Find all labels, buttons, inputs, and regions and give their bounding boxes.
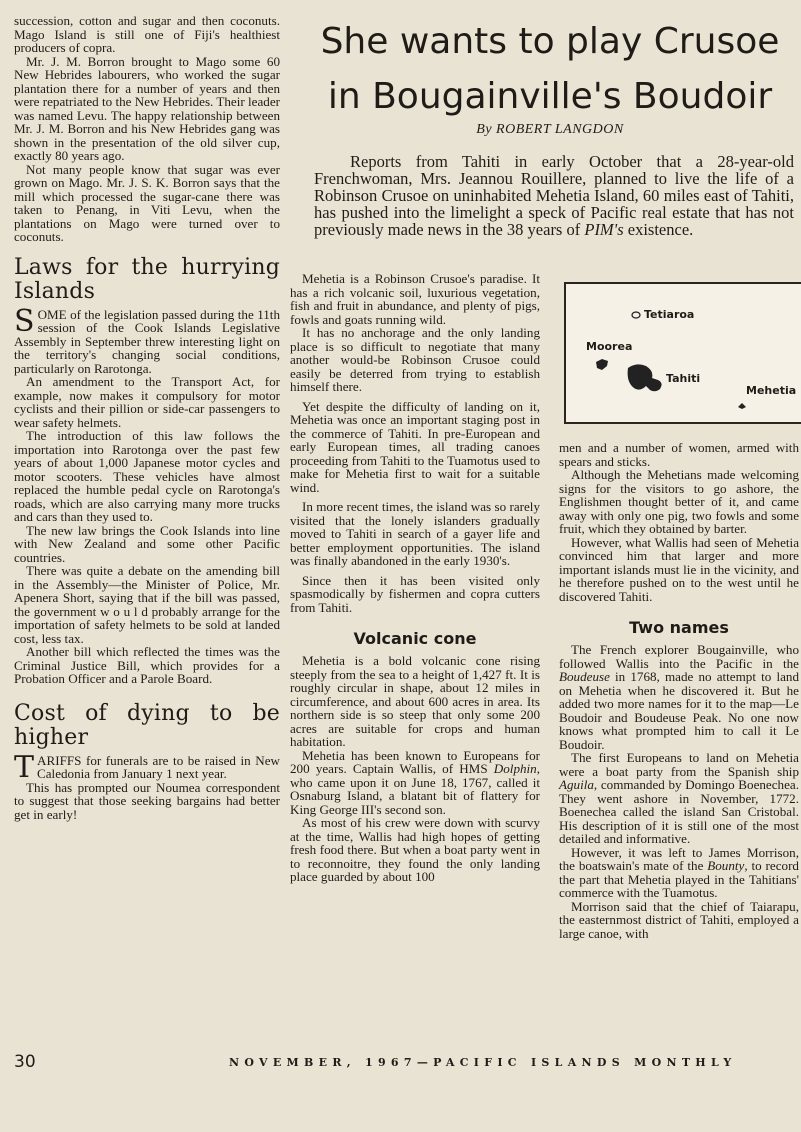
cost-heading: Cost of dying to be higher (14, 700, 280, 750)
paragraph: However, it was left to James Morrison, the boatswain's mate of the Bounty, to record the part that Mehetia played in the Tahitians' commerce with the Tuamotus. (559, 844, 799, 900)
map-label-tahiti: Tahiti (666, 372, 701, 385)
moorea-island (596, 359, 608, 370)
tetiaroa-island (632, 312, 640, 318)
paragraph: Mehetia has been known to Europeans for 200 years. Captain Wallis, of HMS Dolphin, who came upon it on June 18, 1767, called it Osnaburg Island, a blatant bit of flattery for King George III's second son. (290, 747, 540, 817)
paragraph: Morrison said that the chief of Taiarapu, the easternmost district of Tahiti, employed a large canoe, with (559, 898, 799, 941)
tahiti-island (628, 364, 662, 391)
article-title: She wants to play Crusoe in Bougainville's Boudoir (320, 21, 780, 117)
paragraph: succession, cotton and sugar and then coconuts. Mago Island is still one of Fiji's healthiest producers of copra. (14, 13, 280, 55)
paragraph: Not many people know that sugar was ever grown on Mago. Mr. J. S. K. Borron says that the mill which processed the sugar-cane there was taken to Penang, in Viti Levu, when the plantations on Mago were turned over to coconuts. (14, 161, 280, 244)
paragraph: The French explorer Bougainville, who followed Wallis into the Pacific in the Boudeuse in 1768, made no attempt to land on Mehetia when he discovered it. But he added two more names for it to the map—Le Boudoir and Boudeuse Peak. No one now knows what prompted him to call it Le Boudoir. (559, 642, 799, 752)
paragraph: Mr. J. M. Borron brought to Mago some 60 New Hebrides labourers, who worked the sugar plantation there for a number of years and then were repatriated to the New Hebrides. Their leader was named Levu. The happy relationship between Mr. J. M. Borron and his New Hebrides gang was shown in the presentation of the old silver cup, exactly 80 years ago. (14, 53, 280, 163)
article-intro: Reports from Tahiti in early October that a 28-year-old Frenchwoman, Mrs. Jeannou Rouillere, planned to live the life of a Robinson Crusoe on uninhabited Mehetia Island, 60 miles east of Tahiti, has pushed into the limelight a speck of Pacific real estate that has not previously made news in the 38 years of PIM's existence. (314, 152, 794, 239)
two-names-heading: Two names (629, 618, 729, 637)
drop-cap: S (14, 303, 35, 339)
drop-cap: T (14, 749, 35, 785)
paragraph: An amendment to the Transport Act, for example, now makes it compulsory for motor cyclists and their pillion or side-car passengers to wear safety helmets. (14, 374, 280, 430)
paragraph: The introduction of this law follows the importation into Rarotonga over the past few years of about 1,000 Japanese motor cycles and motor scooters. These vehicles have almost replaced the humble pedal cycle on Rarotonga's roads, which are also carrying many more trucks and cars than they used to. (14, 428, 280, 524)
paragraph: The first Europeans to land on Mehetia were a boat party from the Spanish ship Aguila, commanded by Domingo Boenechea. They went ashore in November, 1772. Boenechea called the island San Cristobal. His description of it is still one of the most detailed and informative. (559, 750, 799, 846)
left-column (14, 14, 280, 821)
map-label-tetiaroa: Tetiaroa (644, 308, 695, 321)
paragraph: Another bill which reflected the times was the Criminal Justice Bill, which provides for a Probation Officer and a Parole Board. (14, 644, 280, 686)
paragraph: The new law brings the Cook Islands into line with New Zealand and some other Pacific countries. (14, 522, 280, 565)
paragraph: However, what Wallis had seen of Mehetia convinced him that larger and more important islands must lie in the vicinity, and he therefore pushed on to the west until he discovered Tahiti. (559, 534, 799, 604)
island-map (564, 282, 801, 424)
middle-column (290, 272, 540, 884)
paragraph: SOME of the legislation passed during the 11th session of the Cook Islands Legislative Assembly in September threw interesting light on the territory's changing social conditions, particularly on Rarotonga. (14, 303, 280, 376)
paragraph: Mehetia is a Robinson Crusoe's paradise. It has a rich volcanic soil, luxurious vegetation, fish and fruit in abundance, and plenty of pigs, fowls and goats running wild. (290, 271, 540, 327)
running-head: NOVEMBER, 1967—PACIFIC ISLANDS MONTHLY (229, 1056, 737, 1069)
laws-heading: Laws for the hurrying Islands (14, 254, 280, 304)
paragraph: men and a number of women, armed with spears and sticks. (559, 440, 799, 469)
paragraph: TARIFFS for funerals are to be raised in New Caledonia from January 1 next year. (14, 749, 280, 785)
right-column (559, 441, 799, 940)
byline: By ROBERT LANGDON (476, 122, 624, 137)
paragraph: Since then it has been visited only spasmodically by fishermen and copra cutters from Tahiti. (290, 572, 540, 615)
page-footer (14, 1052, 801, 1072)
paragraph: Yet despite the difficulty of landing on it, Mehetia was once an important staging post in the commerce of Tahiti. In pre-European and early European times, all trading canoes proceeding from Tahiti to the Tuamotus used to make for Mehetia first to wait for a suitable wind. (290, 398, 540, 495)
volcanic-cone-heading: Volcanic cone (353, 629, 477, 648)
paragraph: In more recent times, the island was so rarely visited that the lonely islanders gradually moved to Tahiti in search of a gayer life and better employment opportunities. The island was finally abandoned in the early 1930's. (290, 499, 540, 568)
map-islands (566, 284, 801, 422)
paragraph: There was quite a debate on the amending bill in the Assembly—the Minister of Police, Mr. Apenera Short, saying that if the bill was passed, the government w o u l d probably arrange for the importation of safety helmets to be sold at landed cost, less tax. (14, 563, 280, 646)
paragraph: Although the Mehetians made welcoming signs for the visitors to go ashore, the Englishmen thought better of it, and came away with only one pig, two fowls and some fruit, which they obtained by barter. (559, 467, 799, 536)
mehetia-island (738, 403, 746, 409)
paragraph: As most of his crew were down with scurvy at the time, Wallis had high hopes of getting fresh food there. But when a boat party went in to reconnoitre, they found the only landing place guarded by about 100 (290, 815, 540, 884)
paragraph: It has no anchorage and the only landing place is so difficult to negotiate that many another would-be Robinson Crusoe could easily be deterred from trying to establish himself there. (290, 325, 540, 394)
page-number: 30 (14, 1052, 36, 1072)
map-label-mehetia: Mehetia (746, 384, 797, 397)
map-label-moorea: Moorea (586, 340, 633, 353)
paragraph: Mehetia is a bold volcanic cone rising steeply from the sea to a height of 1,427 ft. It is roughly circular in shape, about 12 miles in circumference, and about 600 acres in area. Its northern side is so steep that only some 200 acres are suitable for crops and human habitation. (290, 653, 540, 749)
paragraph: This has prompted our Noumea correspondent to suggest that those seeking bargains had better get in early! (14, 779, 280, 822)
